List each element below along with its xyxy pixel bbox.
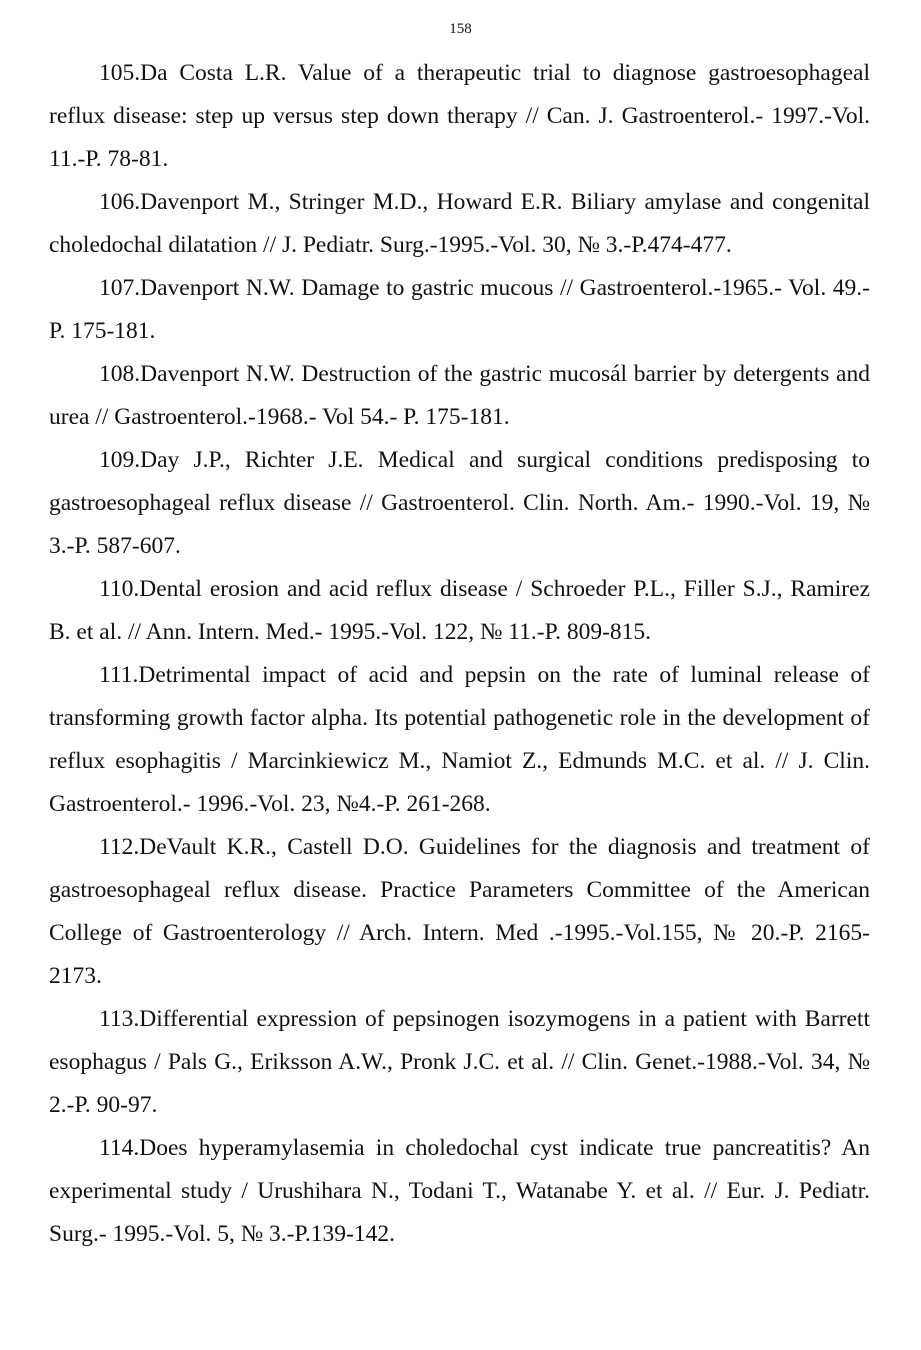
reference-item-105 — [49, 52, 870, 181]
page-number: 158 — [449, 21, 472, 37]
reference-number: 111. — [99, 662, 139, 688]
reference-text: Detrimental impact of acid and pepsin on the rate of luminal release of transforming growth factor alpha. Its potential pathogenetic role in the development of reflux esophagitis / Marcinkiewicz M., Namiot Z., Edmunds M.C. et al. // J. Clin. Gastroenterol.- 1996.-Vol. 23, №4.-P. 261-268. — [49, 662, 870, 817]
reference-text: Dental erosion and acid reflux disease / Schroeder P.L., Filler S.J., Ramirez B. et al. // Ann. Intern. Med.- 1995.-Vol. 122, № 11.-P. 809-815. — [49, 576, 870, 645]
reference-text: Davenport N.W. Destruction of the gastric mucosál barrier by detergents and urea // Gastroenterol.-1968.- Vol 54.- P. 175-181. — [49, 361, 870, 430]
reference-item-114 — [49, 1127, 870, 1256]
reference-text: Da Costa L.R. Value of a therapeutic trial to diagnose gastroesophageal reflux disease: step up versus step down therapy // Can. J. Gastroenterol.- 1997.-Vol. 11.-P. 78-81. — [49, 60, 870, 172]
reference-number: 109. — [99, 447, 141, 473]
reference-item-106 — [49, 181, 870, 267]
reference-text: Davenport N.W. Damage to gastric mucous // Gastroenterol.-1965.- Vol. 49.-P. 175-181. — [49, 275, 870, 344]
reference-number: 108. — [99, 361, 141, 387]
reference-item-113 — [49, 998, 870, 1127]
reference-number: 105. — [99, 60, 141, 86]
reference-number: 106. — [99, 189, 141, 215]
reference-item-107 — [49, 267, 870, 353]
reference-text: Davenport M., Stringer M.D., Howard E.R. Biliary amylase and congenital choledochal dilatation // J. Pediatr. Surg.-1995.-Vol. 30, № 3.-P.474-477. — [49, 189, 870, 258]
reference-number: 110. — [99, 576, 140, 602]
reference-text: Day J.P., Richter J.E. Medical and surgical conditions predisposing to gastroesophageal reflux disease // Gastroenterol. Clin. North. Am.- 1990.-Vol. 19, № 3.-P. 587-607. — [49, 447, 870, 559]
reference-number: 107. — [99, 275, 141, 301]
reference-item-109 — [49, 439, 870, 568]
reference-item-111 — [49, 654, 870, 826]
reference-number: 114. — [99, 1135, 140, 1161]
reference-number: 112. — [99, 834, 140, 860]
reference-text: DeVault K.R., Castell D.O. Guidelines for the diagnosis and treatment of gastroesophageal reflux disease. Practice Parameters Committee of the American College of Gastroenterology // Arch. Intern. Med .-1995.-Vol.155, № 20.-P. 2165-2173. — [49, 834, 870, 989]
reference-item-112 — [49, 826, 870, 998]
reference-text: Differential expression of pepsinogen isozymogens in a patient with Barrett esophagus / Pals G., Eriksson A.W., Pronk J.C. et al. // Clin. Genet.-1988.-Vol. 34, № 2.-P. 90-97. — [49, 1006, 870, 1118]
reference-item-110 — [49, 568, 870, 654]
reference-text: Does hyperamylasemia in choledochal cyst indicate true pancreatitis? An experimental study / Urushihara N., Todani T., Watanabe Y. et al. // Eur. J. Pediatr. Surg.- 1995.-Vol. 5, № 3.-P.139-142. — [49, 1135, 870, 1247]
reference-list — [49, 52, 870, 1256]
reference-item-108 — [49, 353, 870, 439]
reference-number: 113. — [99, 1006, 140, 1032]
